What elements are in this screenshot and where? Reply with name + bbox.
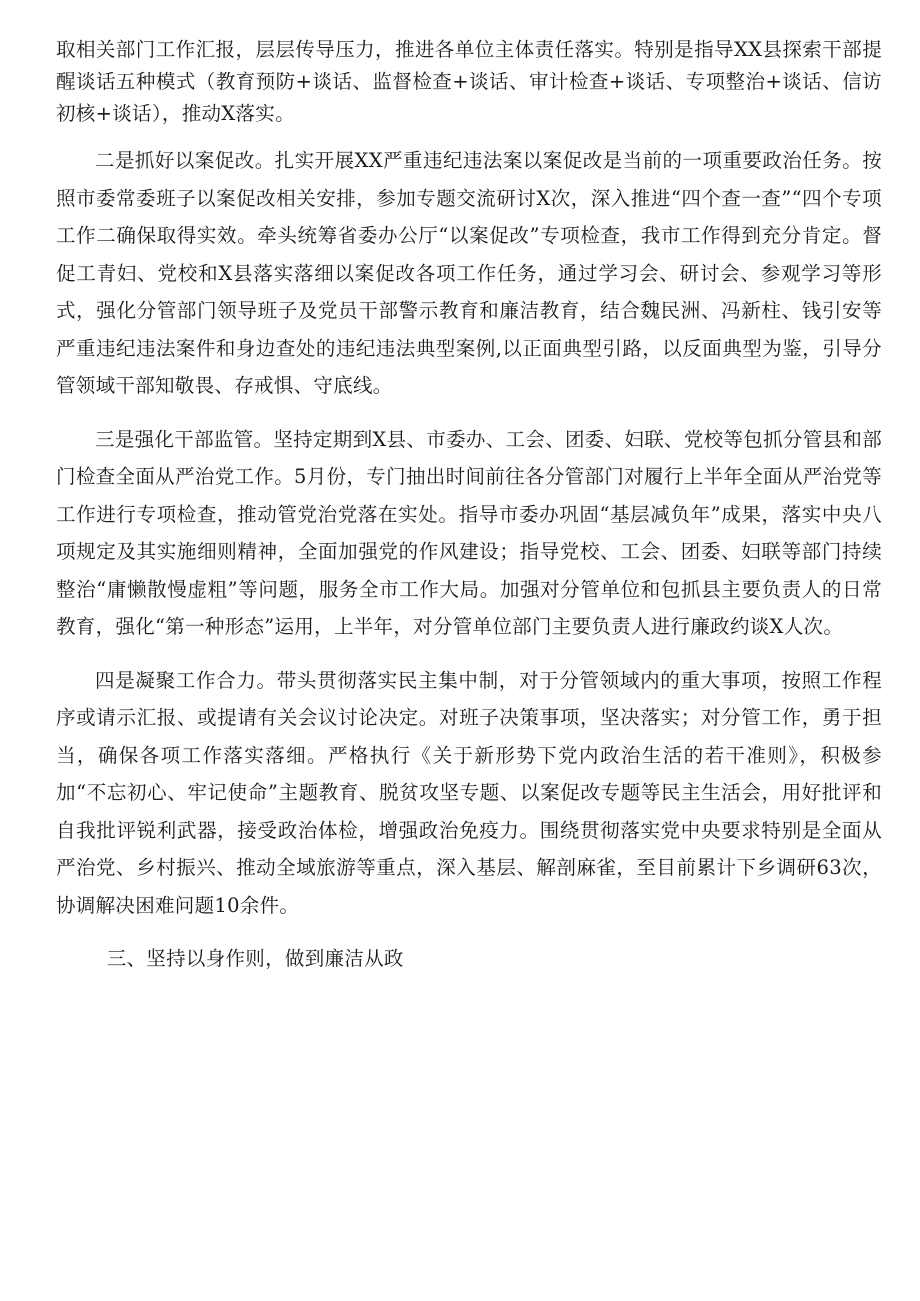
paragraph-point-two: 二是抓好以案促改。扎实开展XX严重违纪违法案以案促改是当前的一项重要政治任务。按照市委常委班子以案促改相关安排，参加专题交流研讨X次，深入推进“四个查一查”“四个专项工作二确保取得实效。牵头统筹省委办公厅“以案促改”专项检查，我市工作得到充分肯定。督促工青妇、党校和X县落实落细以案促改各项工作任务，通过学习会、研讨会、参观学习等形式，强化分管部门领导班子及党员干部警示教育和廉洁教育，结合魏民洲、冯新柱、钱引安等严重违纪违法案件和身边查处的违纪违法典型案例,以正面典型引路，以反面典型为鉴，引导分管领域干部知敬畏、存戒惧、守底线。 bbox=[56, 149, 882, 397]
section-heading: 三、坚持以身作则，做到廉洁从政 bbox=[106, 947, 404, 970]
paragraph-point-four: 四是凝聚工作合力。带头贯彻落实民主集中制，对于分管领域内的重大事项，按照工作程序或请示汇报、或提请有关会议讨论决定。对班子决策事项，坚决落实；对分管工作，勇于担当，确保各项工作落实落细。严格执行《关于新形势下党内政治生活的若干准则》，积极参加“不忘初心、牢记使命”主题教育、脱贫攻坚专题、以案促改专题等民主生活会，用好批评和自我批评锐利武器，接受政治体检，增强政治免疫力。围绕贯彻落实党中央要求特别是全面从严治党、乡村振兴、推动全域旅游等重点，深入基层、解剖麻雀，至目前累计下乡调研63次，协调解决困难问题10余件。 bbox=[56, 668, 882, 917]
paragraph-point-three: 三是强化干部监管。坚持定期到X县、市委办、工会、团委、妇联、党校等包抓分管县和部门检查全面从严治党工作。5月份，专门抽出时间前往各分管部门对履行上半年全面从严治党等工作进行专项检查，推动管党治党落在实处。指导市委办巩固“基层减负年”成果，落实中央八项规定及其实施细则精神，全面加强党的作风建设；指导党校、工会、团委、妇联等部门持续整治“庸懒散慢虚粗”等问题，服务全市工作大局。加强对分管单位和包抓县主要负责人的日常教育，强化“第一种形态”运用，上半年，对分管单位部门主要负责人进行廉政约谈X人次。 bbox=[56, 427, 882, 638]
document-page bbox=[56, 34, 882, 978]
paragraph-continuation: 取相关部门工作汇报，层层传导压力，推进各单位主体责任落实。特别是指导XX县探索干部提醒谈话五种模式（教育预防+谈话、监督检查+谈话、审计检查+谈话、专项整治+谈话、信访初核+谈话），推动X落实。 bbox=[56, 38, 882, 125]
